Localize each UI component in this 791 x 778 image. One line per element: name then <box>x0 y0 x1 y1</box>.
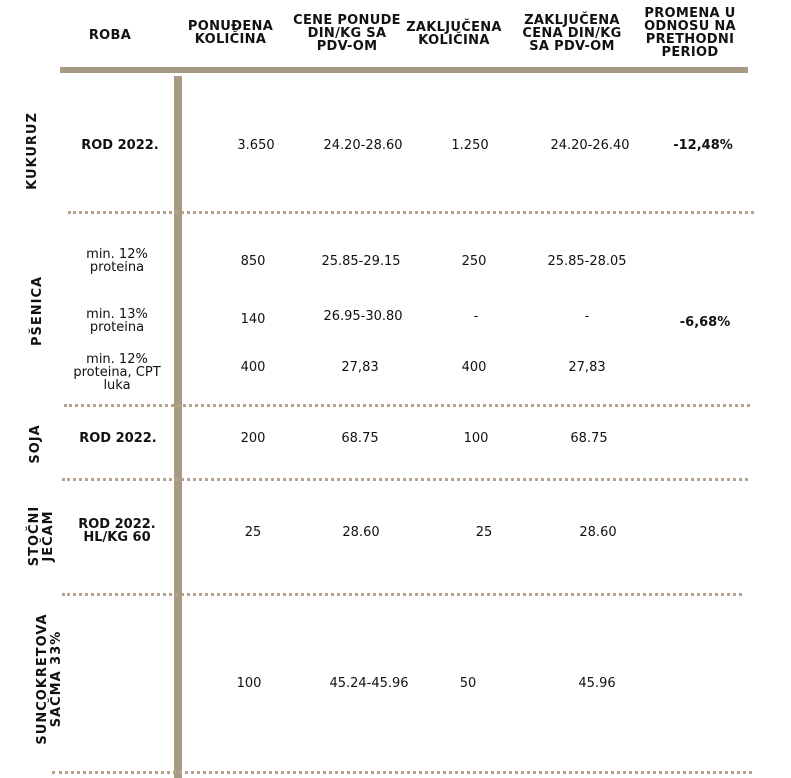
header-zakljucena-cena: ZAKLJUČENA CENA DIN/KG SA PDV-OM <box>522 13 622 54</box>
soja-cene: 68.75 <box>341 431 379 446</box>
suncokret-ponudjena: 100 <box>236 676 262 691</box>
kukuruz-promena: -12,48% <box>673 138 733 153</box>
psenica-row3-cene: 27,83 <box>341 360 379 375</box>
header-roba: ROBA <box>88 28 132 43</box>
psenica-row2-desc: min. 13% proteina <box>86 307 148 335</box>
kukuruz-desc: ROD 2022. <box>81 138 159 153</box>
psenica-row3-zak-kol: 400 <box>461 360 487 375</box>
psenica-promena: -6,68% <box>679 315 731 330</box>
separator-dotted <box>64 404 750 407</box>
kukuruz-zak-cena: 24.20-26.40 <box>550 138 630 153</box>
psenica-row1-zak-kol: 250 <box>461 254 487 269</box>
psenica-row1-ponudjena: 850 <box>240 254 266 269</box>
suncokret-zak-cena: 45.96 <box>578 676 616 691</box>
header-ponudjena-kolicina: PONUĐENA KOLIČINA <box>187 19 274 47</box>
group-label-soja: SOJA <box>28 424 43 464</box>
group-label-suncokret: SUNCOKRETOVA SAČMA 33% <box>35 613 64 745</box>
psenica-row2-zak-cena: - <box>584 309 590 324</box>
header-promena: PROMENA U ODNOSU NA PRETHODNI PERIOD <box>644 6 736 60</box>
psenica-row3-desc: min. 12% proteina, CPT luka <box>73 352 161 393</box>
suncokret-zak-kol: 50 <box>459 676 477 691</box>
header-cene-ponude: CENE PONUDE DIN/KG SA PDV-OM <box>293 13 401 54</box>
group-label-psenica: PŠENICA <box>30 275 45 347</box>
psenica-row3-ponudjena: 400 <box>240 360 266 375</box>
psenica-row1-desc: min. 12% proteina <box>86 247 148 275</box>
psenica-row2-zak-kol: - <box>473 309 479 324</box>
separator-dotted <box>62 478 748 481</box>
psenica-row1-cene: 25.85-29.15 <box>321 254 401 269</box>
psenica-row1-zak-cena: 25.85-28.05 <box>547 254 627 269</box>
header-rule <box>60 67 748 73</box>
soja-ponudjena: 200 <box>240 431 266 446</box>
kukuruz-zak-kol: 1.250 <box>451 138 489 153</box>
stocni-jecam-zak-kol: 25 <box>475 525 493 540</box>
suncokret-cene: 45.24-45.96 <box>329 676 409 691</box>
psenica-row3-zak-cena: 27,83 <box>568 360 606 375</box>
header-zakljucena-kolicina: ZAKLJUČENA KOLIČINA <box>406 20 502 48</box>
group-label-stocni-jecam: STOČNI JEČAM <box>27 505 56 567</box>
soja-desc: ROD 2022. <box>79 431 157 446</box>
stocni-jecam-desc: ROD 2022. HL/KG 60 <box>78 517 156 545</box>
vertical-divider <box>174 76 182 778</box>
soja-zak-cena: 68.75 <box>570 431 608 446</box>
group-label-kukuruz: KUKURUZ <box>25 112 40 190</box>
stocni-jecam-cene: 28.60 <box>342 525 380 540</box>
separator-dotted <box>52 771 752 774</box>
separator-dotted <box>68 211 754 214</box>
psenica-row2-cene: 26.95-30.80 <box>323 309 403 324</box>
soja-zak-kol: 100 <box>463 431 489 446</box>
separator-dotted <box>62 593 742 596</box>
stocni-jecam-ponudjena: 25 <box>244 525 262 540</box>
kukuruz-ponudjena: 3.650 <box>237 138 275 153</box>
psenica-row2-ponudjena: 140 <box>240 312 266 327</box>
stocni-jecam-zak-cena: 28.60 <box>579 525 617 540</box>
kukuruz-cene: 24.20-28.60 <box>323 138 403 153</box>
